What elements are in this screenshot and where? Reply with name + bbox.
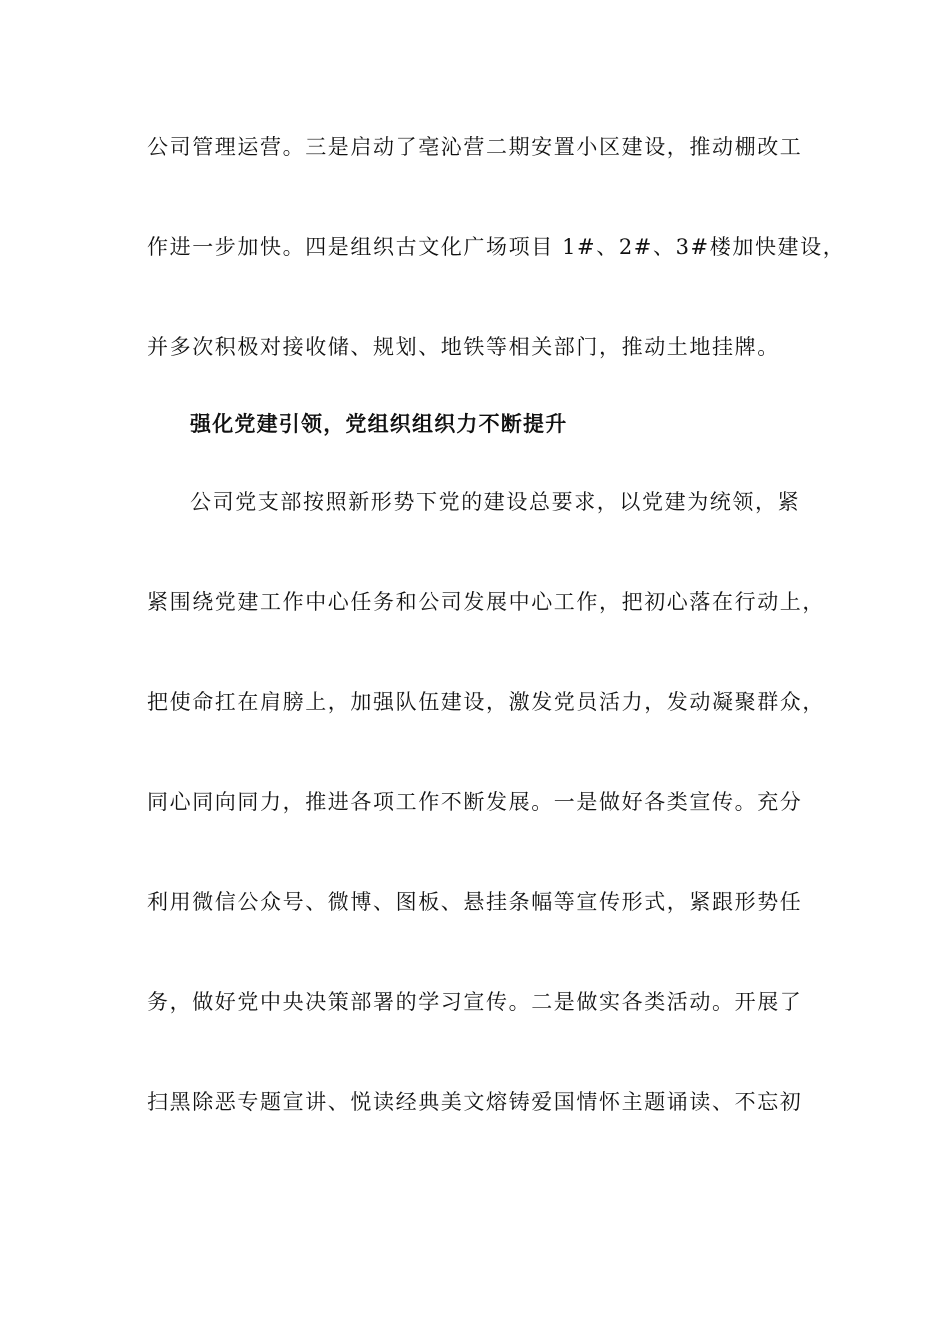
paragraph-line: 务，做好党中央决策部署的学习宣传。二是做实各类活动。开展了 [147,990,803,1014]
paragraph-line: 利用微信公众号、微博、图板、悬挂条幅等宣传形式，紧跟形势任 [147,890,803,914]
paragraph-line: 同心同向同力，推进各项工作不断发展。一是做好各类宣传。充分 [147,790,803,814]
paragraph-line: 扫黑除恶专题宣讲、悦读经典美文熔铸爱国情怀主题诵读、不忘初 [147,1090,803,1114]
paragraph-line: 公司管理运营。三是启动了亳沁营二期安置小区建设，推动棚改工 [147,135,803,159]
paragraph-line: 作进一步加快。四是组织古文化广场项目 1#、2#、3#楼加快建设， [147,235,846,259]
paragraph-line: 并多次积极对接收储、规划、地铁等相关部门，推动土地挂牌。 [147,335,780,359]
paragraph-line: 紧围绕党建工作中心任务和公司发展中心工作，把初心落在行动上， [147,590,825,614]
paragraph-line: 公司党支部按照新形势下党的建设总要求，以党建为统领，紧 [190,490,801,514]
section-heading: 强化党建引领，党组织组织力不断提升 [190,411,568,436]
paragraph-line: 把使命扛在肩膀上，加强队伍建设，激发党员活力，发动凝聚群众， [147,690,825,714]
